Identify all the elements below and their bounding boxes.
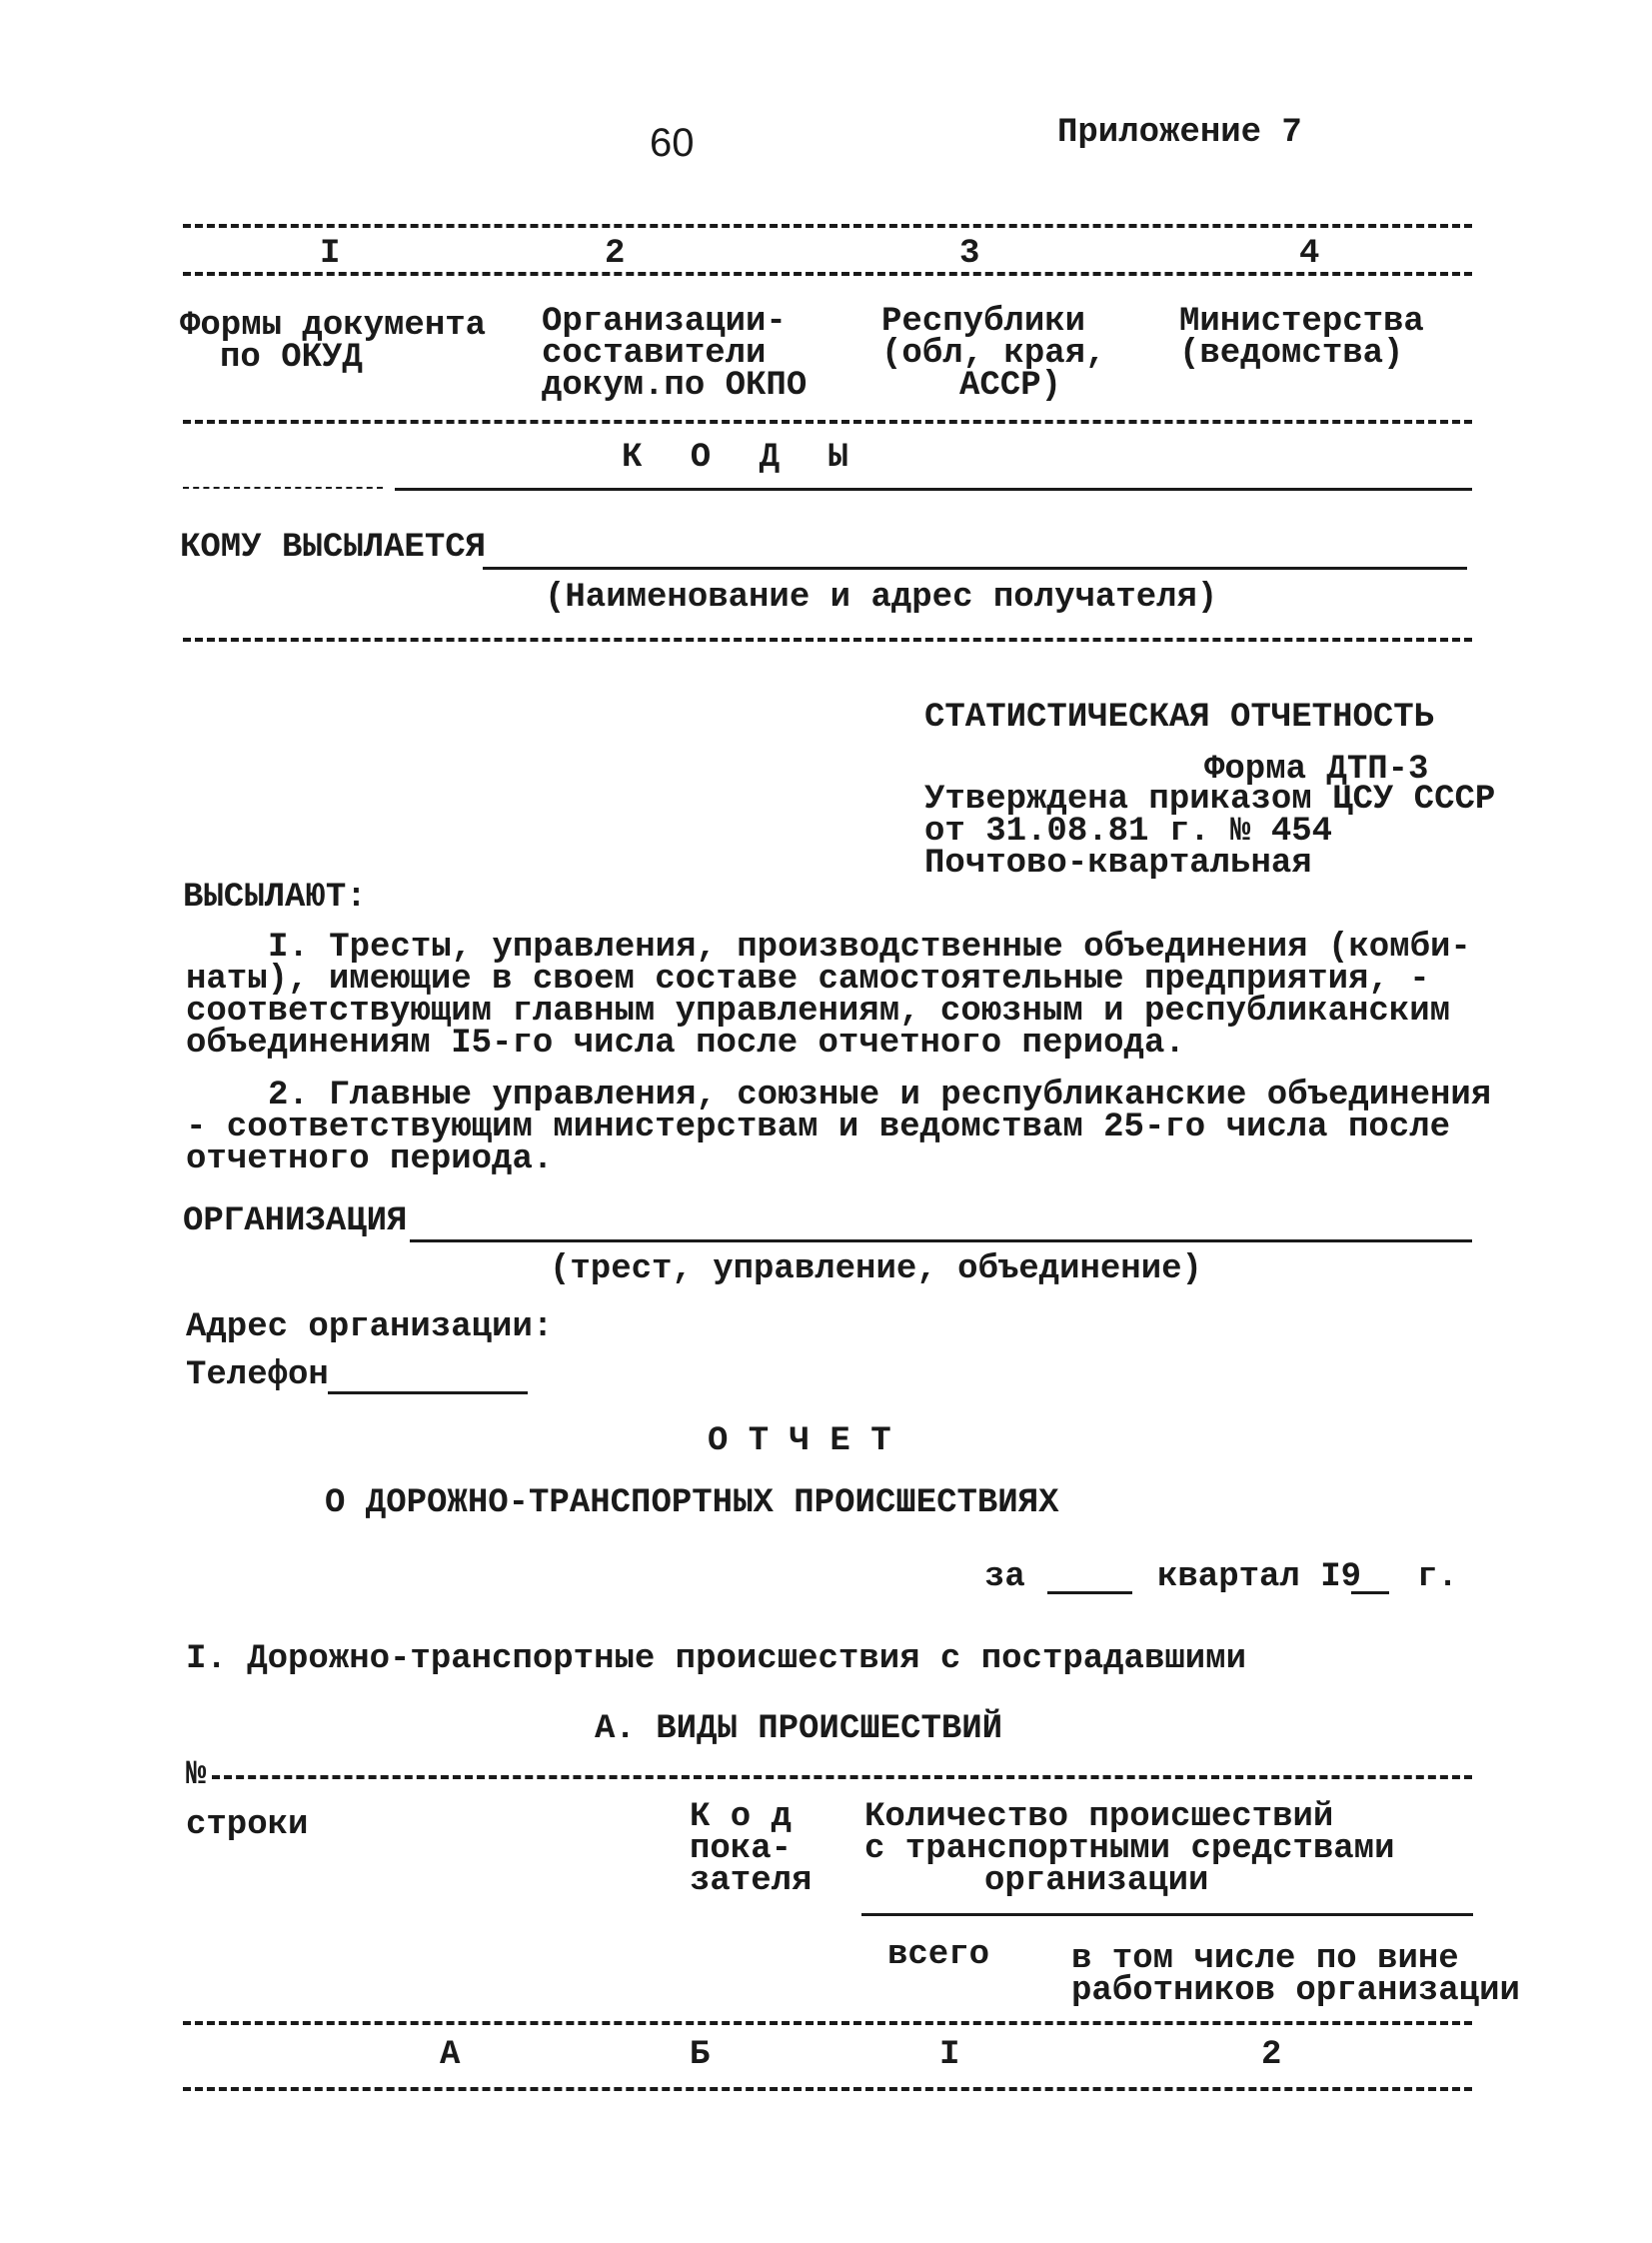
sender-item-1: наты), имеющие в своем составе самостоятельные предприятия, - [186,961,1430,999]
col-label-1: I [939,2036,960,2074]
col-label-a: А [440,2036,461,2074]
address-label: Адрес организации: [186,1308,554,1346]
col-label-b: Б [690,2036,711,2074]
count-header: Количество происшествий [864,1798,1334,1836]
page-number: 60 [650,121,695,165]
republic-label: (обл, края, [881,335,1106,373]
count-header: с транспортными средствами [864,1830,1395,1868]
divider [183,272,1472,276]
sender-item-1: соответствующим главным управлениям, союзным и республиканским [186,993,1451,1031]
appendix-label: Приложение 7 [1057,114,1302,152]
sender-item-2: 2. Главные управления, союзные и республиканские объединения [268,1077,1492,1115]
okpo-label: Организации- [542,303,787,341]
divider [183,2021,1472,2025]
sender-item-1: объединениям I5-го числа после отчетного периода. [186,1025,1185,1063]
organization-label: ОРГАНИЗАЦИЯ [183,1202,408,1240]
period-suffix: г. [1417,1558,1458,1596]
codes-label: К О Д Ы [622,439,862,477]
period-prefix: за [984,1558,1025,1596]
form-order: от 31.08.81 г. № 454 [924,813,1333,851]
form-number: Форма ДТП-3 [1204,751,1429,789]
sender-item-1: I. Тресты, управления, производственные объединения (комби- [268,929,1471,967]
divider [183,420,1472,424]
form-approval: Утверждена приказом ЦСУ СССР [924,781,1496,819]
divider [861,1913,1473,1916]
col-label-2: 2 [1261,2036,1282,2074]
ministry-label: Министерства [1179,303,1424,341]
recipient-label: КОМУ ВЫСЫЛАЕТСЯ [180,529,487,567]
okpo-label: составители [542,335,767,373]
divider [183,638,1472,642]
code-header: пока- [690,1830,793,1868]
divider [212,1775,1472,1779]
count-header: организации [984,1862,1209,1900]
okud-label: Формы документа [180,307,487,345]
col-number: 3 [959,235,980,273]
col-number: 4 [1299,235,1320,273]
row-number-label: строки [186,1806,309,1844]
phone-field[interactable] [328,1391,528,1394]
fault-header: в том числе по вине [1071,1940,1459,1978]
recipient-field[interactable] [483,567,1467,570]
sender-item-2: - соответствующим министерствам и ведомствам 25-го числа после [186,1109,1451,1146]
year-field[interactable] [1351,1591,1389,1594]
report-title: О Т Ч Е Т [708,1422,891,1460]
republic-label: АССР) [959,367,1062,405]
section-subtitle: А. ВИДЫ ПРОИСШЕСТВИЙ [595,1710,1003,1748]
col-number: I [320,235,341,273]
report-subtitle: О ДОРОЖНО-ТРАНСПОРТНЫХ ПРОИСШЕСТВИЯХ [325,1484,1059,1522]
period-middle: квартал I9 [1157,1558,1362,1596]
row-number-mark: № [186,1756,207,1794]
organization-field[interactable] [410,1239,1472,1242]
recipient-hint: (Наименование и адрес получателя) [545,579,1218,617]
divider [183,224,1472,228]
total-header: всего [887,1936,990,1974]
divider [183,2087,1472,2091]
section-title: I. Дорожно-транспортные происшествия с пострадавшими [186,1640,1246,1678]
form-periodicity: Почтово-квартальная [924,845,1312,883]
republic-label: Республики [881,303,1086,341]
sender-item-2: отчетного периода. [186,1140,554,1178]
fault-header: работников организации [1071,1972,1520,2010]
quarter-field[interactable] [1047,1591,1132,1594]
divider [395,488,1472,491]
code-header: К о д [690,1798,793,1836]
organization-hint: (трест, управление, объединение) [550,1250,1202,1288]
form-type: СТАТИСТИЧЕСКАЯ ОТЧЕТНОСТЬ [924,699,1435,737]
ministry-label: (ведомства) [1179,335,1404,373]
code-header: зателя [690,1862,813,1900]
phone-label: Телефон [186,1356,329,1394]
okud-label: по ОКУД [220,339,363,377]
senders-label: ВЫСЫЛАЮТ: [183,879,367,917]
divider [183,487,383,489]
col-number: 2 [605,235,626,273]
okpo-label: докум.по ОКПО [542,367,808,405]
